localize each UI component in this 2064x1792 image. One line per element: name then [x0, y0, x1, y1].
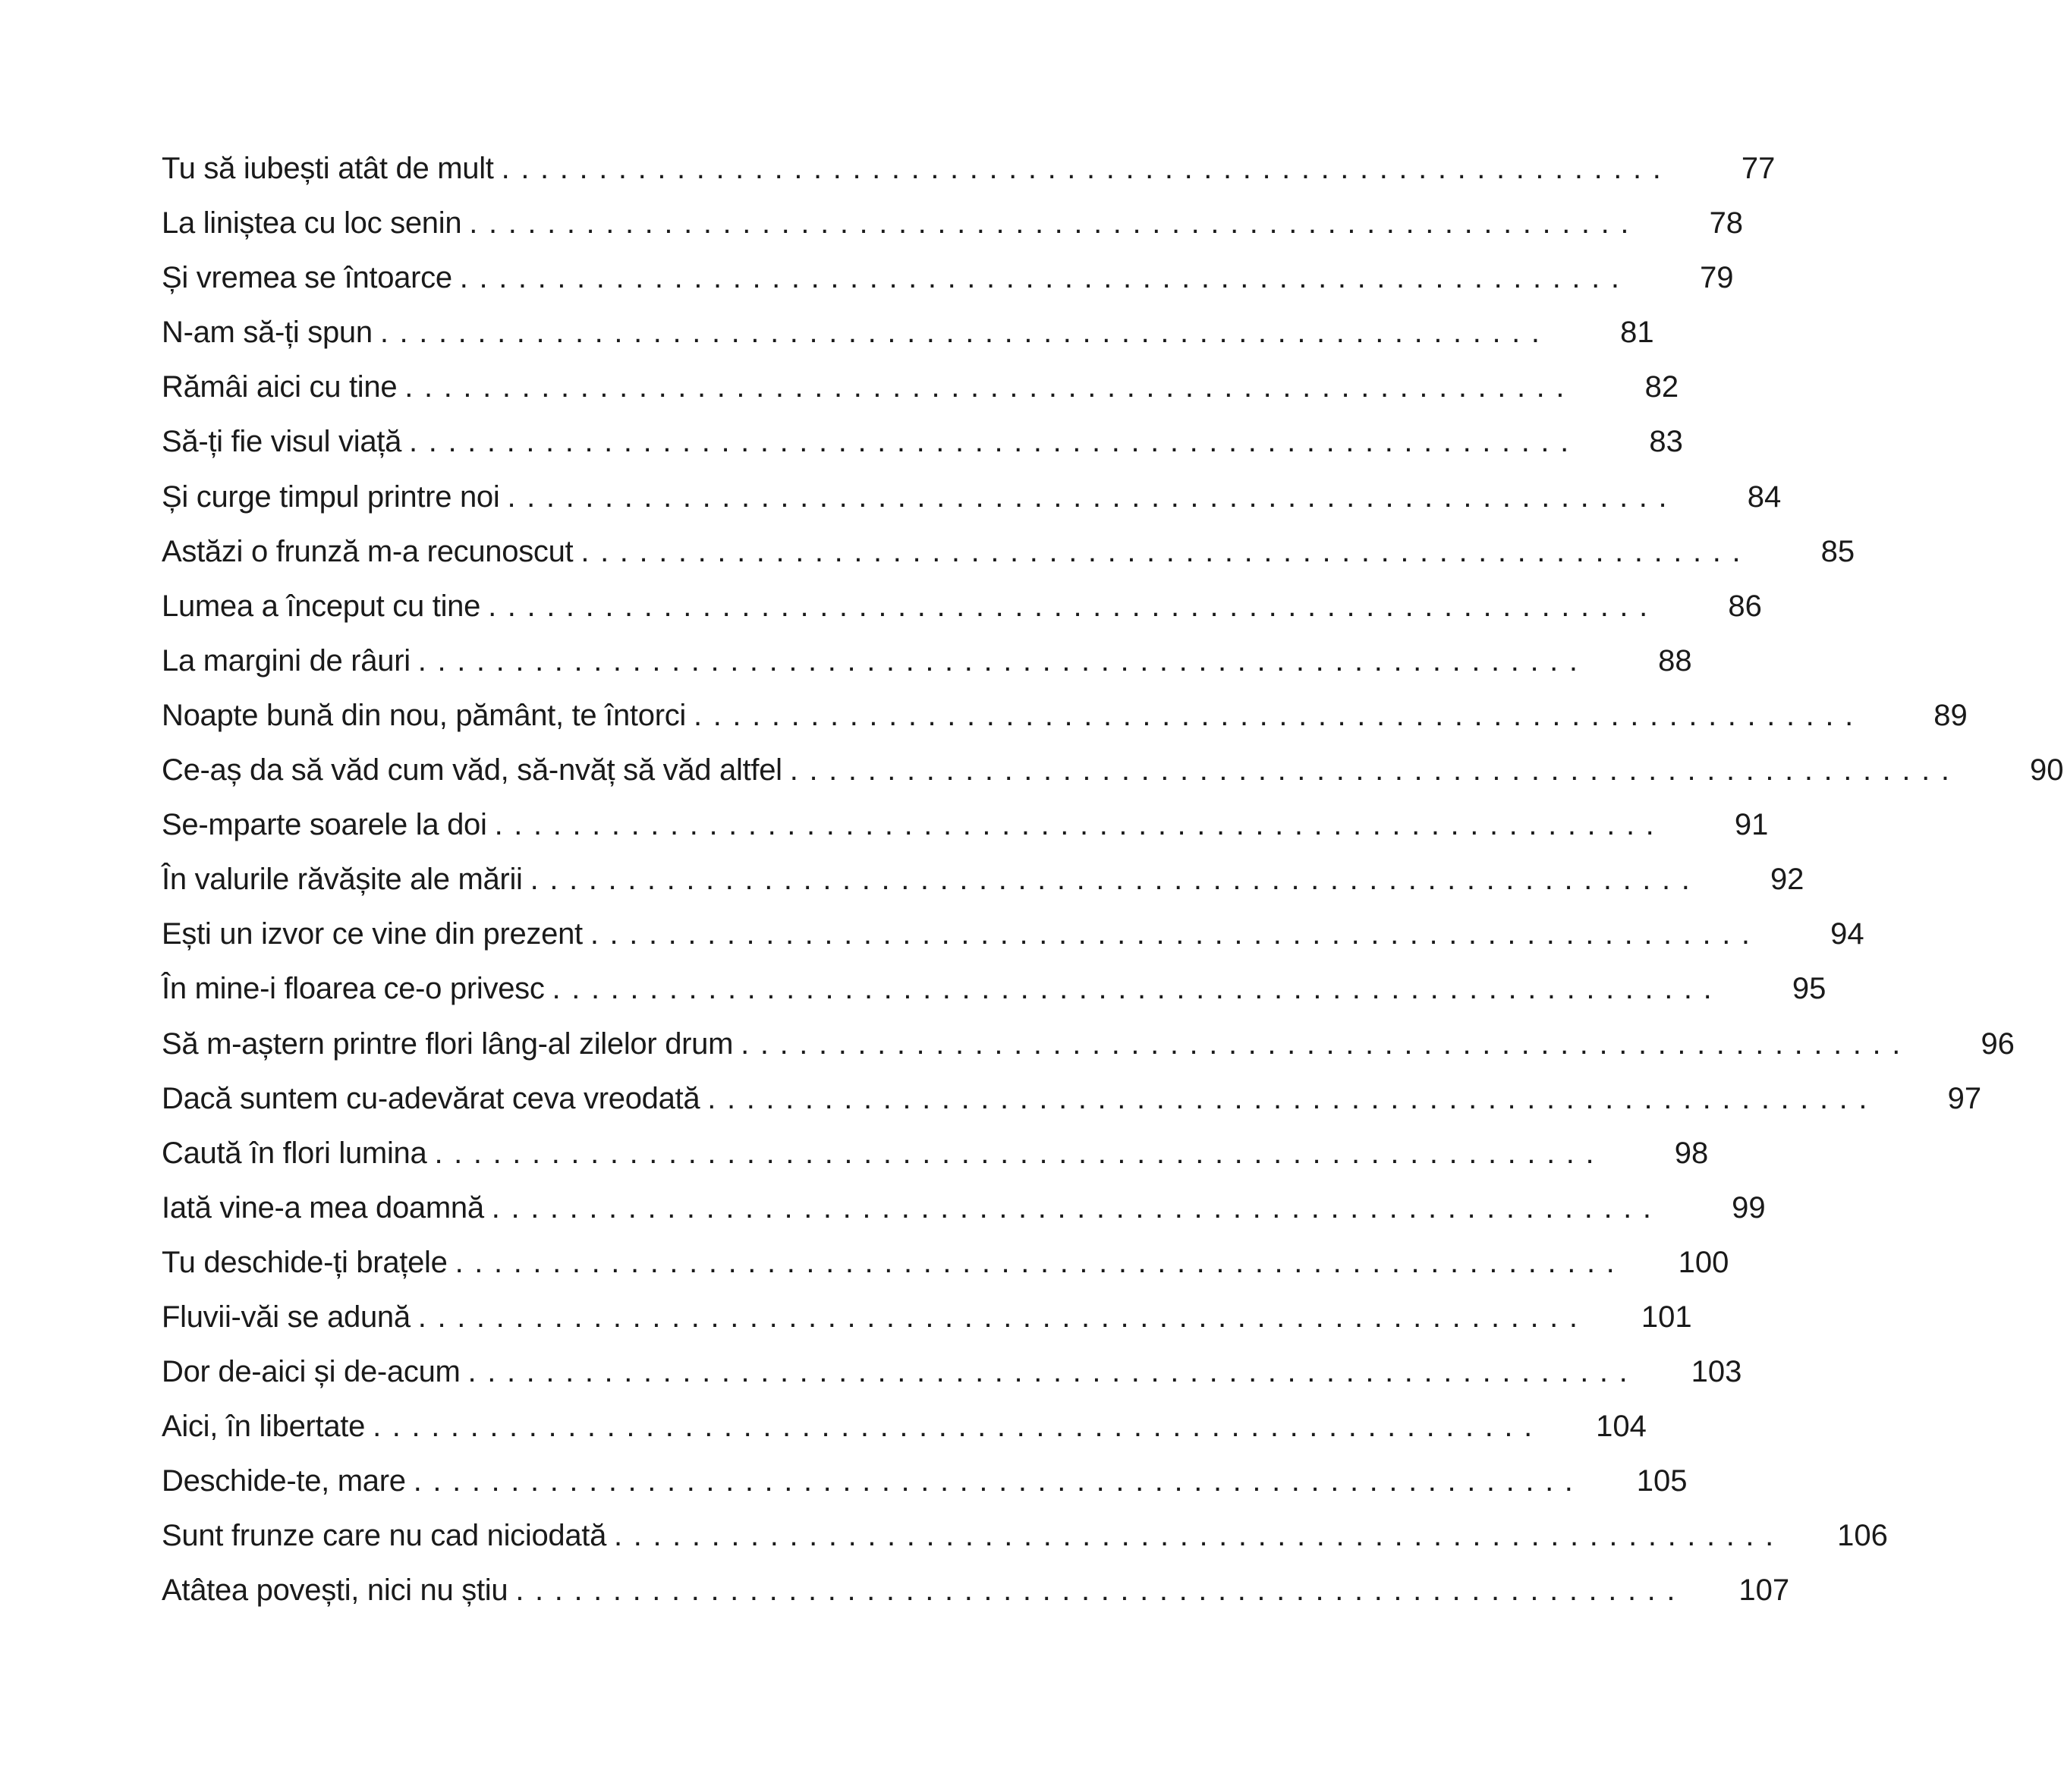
toc-entry-title: Rămâi aici cu tine — [162, 370, 398, 404]
toc-entry — [162, 961, 1826, 1016]
dot-leader: ............................................................ — [488, 589, 1659, 623]
dot-leader: ............................................................ — [580, 534, 1752, 568]
toc-entry-page: 88 — [1658, 643, 1692, 678]
dot-leader: ............................................................ — [501, 152, 1672, 185]
toc-entry — [162, 1454, 1688, 1508]
toc-entry-page: 89 — [1933, 698, 1968, 732]
toc-entry-page: 98 — [1674, 1136, 1709, 1170]
toc-entry — [162, 1071, 1982, 1126]
dot-leader: ............................................................ — [694, 698, 1864, 732]
toc-entry-page: 84 — [1747, 479, 1782, 514]
toc-entry-page: 85 — [1820, 534, 1855, 568]
toc-entry-page: 79 — [1700, 261, 1734, 295]
toc-entry — [162, 470, 1782, 524]
dot-leader: ............................................................ — [404, 370, 1576, 404]
dot-leader: ............................................................ — [373, 1410, 1543, 1444]
toc-entry-page: 100 — [1678, 1245, 1729, 1279]
toc-entry-title: La margini de râuri — [162, 643, 411, 678]
toc-entry-page: 78 — [1709, 206, 1744, 241]
toc-entry-page: 91 — [1734, 808, 1769, 842]
dot-leader: ............................................................ — [467, 1355, 1639, 1389]
toc-entry-title: Se-mparte soarele la doi — [162, 808, 487, 842]
toc-entry-page: 82 — [1644, 370, 1679, 404]
toc-entry-page: 96 — [1981, 1026, 2015, 1061]
dot-leader: ............................................................ — [491, 1190, 1663, 1225]
toc-entry-page: 97 — [1947, 1081, 1982, 1115]
toc-entry-page: 99 — [1732, 1190, 1766, 1225]
toc-entry — [162, 1344, 1742, 1399]
toc-entry-title: Iată vine-a mea doamnă — [162, 1190, 484, 1225]
toc-entry-page: 77 — [1741, 152, 1776, 185]
toc-entry-title: La liniștea cu loc senin — [162, 206, 462, 241]
toc-entry-title: Lumea a început cu tine — [162, 589, 481, 623]
toc-entry-title: Dacă suntem cu-adevărat ceva vreodată — [162, 1081, 700, 1115]
toc-entry — [162, 688, 1968, 743]
dot-leader: ............................................................ — [494, 808, 1666, 842]
toc-entry-page: 103 — [1691, 1355, 1742, 1389]
dot-leader: ............................................................ — [530, 863, 1701, 897]
toc-entry-title: Deschide-te, mare — [162, 1464, 406, 1498]
dot-leader: ............................................................ — [614, 1519, 1785, 1553]
dot-leader: ............................................................ — [417, 643, 1589, 678]
toc-entry-title: Să m-aștern printre flori lâng-al zilelor drum — [162, 1026, 734, 1061]
toc-entry — [162, 360, 1679, 414]
toc-entry — [162, 1399, 1647, 1454]
toc-entry — [162, 196, 1744, 250]
toc-entry — [162, 1563, 1790, 1618]
toc-entry — [162, 633, 1692, 688]
toc-entry-page: 95 — [1792, 972, 1826, 1006]
dot-leader: ............................................................ — [417, 1300, 1589, 1334]
toc-entry-title: Tu să iubești atât de mult — [162, 152, 494, 185]
table-of-contents — [162, 141, 2064, 1618]
dot-leader: ............................................................ — [552, 972, 1723, 1006]
dot-leader: ............................................................ — [590, 917, 1761, 951]
toc-entry-title: Caută în flori lumina — [162, 1136, 427, 1170]
toc-entry — [162, 852, 1804, 907]
toc-entry-page: 101 — [1641, 1300, 1692, 1334]
toc-entry-title: Sunt frunze care nu cad niciodată — [162, 1519, 607, 1553]
toc-entry — [162, 907, 1864, 961]
dot-leader: ............................................................ — [741, 1026, 1911, 1061]
toc-entry — [162, 1126, 1709, 1181]
toc-entry — [162, 797, 1769, 852]
toc-entry-page: 92 — [1770, 863, 1804, 897]
dot-leader: ............................................................ — [434, 1136, 1606, 1170]
toc-entry-title: Ești un izvor ce vine din prezent — [162, 917, 583, 951]
toc-entry — [162, 1290, 1692, 1344]
toc-entry-page: 105 — [1636, 1464, 1688, 1498]
dot-leader: ............................................................ — [379, 316, 1551, 350]
toc-entry — [162, 414, 1683, 469]
toc-entry-page: 90 — [2030, 753, 2064, 788]
toc-entry-page: 104 — [1596, 1410, 1647, 1444]
toc-entry-title: În valurile răvășite ale mării — [162, 863, 523, 897]
toc-entry — [162, 305, 1654, 360]
toc-entry-title: Dor de-aici și de-acum — [162, 1355, 461, 1389]
toc-entry — [162, 1017, 2015, 1071]
toc-entry-title: Și curge timpul printre noi — [162, 479, 500, 514]
toc-entry-title: Ce-aș da să văd cum văd, să-nvăț să văd altfel — [162, 753, 782, 788]
toc-entry — [162, 1235, 1729, 1290]
toc-entry — [162, 1181, 1766, 1235]
toc-entry — [162, 524, 1855, 579]
toc-entry — [162, 743, 2064, 797]
toc-entry-page: 86 — [1728, 589, 1762, 623]
toc-entry-title: În mine-i floarea ce-o privesc — [162, 972, 545, 1006]
toc-entry-title: N-am să-ți spun — [162, 316, 373, 350]
toc-entry — [162, 250, 1734, 305]
toc-entry-title: Aici, în libertate — [162, 1410, 366, 1444]
toc-entry-title: Să-ți fie visul viață — [162, 425, 402, 459]
toc-entry — [162, 579, 1762, 633]
toc-entry-page: 81 — [1620, 316, 1654, 350]
dot-leader: ............................................................ — [507, 479, 1679, 514]
toc-entry-title: Atâtea povești, nici nu știu — [162, 1574, 508, 1608]
dot-leader: ............................................................ — [455, 1245, 1626, 1279]
toc-entry-page: 107 — [1738, 1574, 1790, 1608]
toc-entry-title: Astăzi o frunză m-a recunoscut — [162, 534, 574, 568]
dot-leader: ............................................................ — [707, 1081, 1879, 1115]
toc-entry-page: 94 — [1830, 917, 1864, 951]
toc-entry — [162, 1508, 1888, 1563]
toc-entry-page: 106 — [1837, 1519, 1888, 1553]
toc-entry-title: Tu deschide-ți brațele — [162, 1245, 448, 1279]
toc-entry-title: Și vremea se întoarce — [162, 261, 452, 295]
dot-leader: ............................................................ — [515, 1574, 1687, 1608]
toc-entry-page: 83 — [1649, 425, 1683, 459]
toc-entry-title: Noapte bună din nou, pământ, te întorci — [162, 698, 686, 732]
toc-entry-title: Fluvii-văi se adună — [162, 1300, 411, 1334]
dot-leader: ............................................................ — [413, 1464, 1584, 1498]
dot-leader: ............................................................ — [469, 206, 1641, 241]
dot-leader: ............................................................ — [789, 753, 1961, 788]
dot-leader: ............................................................ — [459, 261, 1631, 295]
toc-entry — [162, 141, 1776, 196]
dot-leader: ............................................................ — [409, 425, 1580, 459]
